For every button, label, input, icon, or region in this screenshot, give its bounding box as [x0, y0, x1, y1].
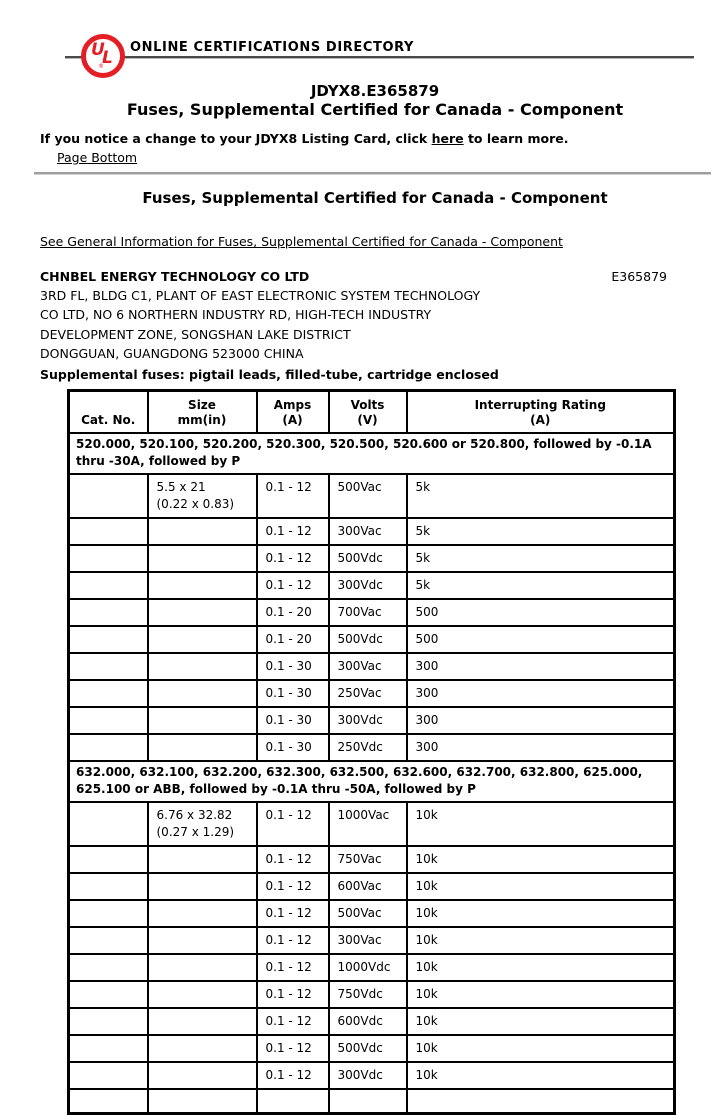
- cell-amps: 0.1 - 12: [257, 846, 329, 873]
- table-section-header-cell: 632.000, 632.100, 632.200, 632.300, 632.500, 632.600, 632.700, 632.800, 625.000, 625.100 or ABB, followed by -0.1A thru -50A, followed by P: [69, 761, 675, 802]
- cell-empty: [148, 1089, 257, 1114]
- table-row: [69, 1035, 675, 1062]
- cell-interrupting-rating: 5k: [407, 572, 675, 599]
- cell-cat-no: [69, 1008, 148, 1035]
- cell-size: [148, 1062, 257, 1089]
- ul-logo-letter-l: L: [102, 48, 113, 68]
- table-row: [69, 846, 675, 873]
- cell-cat-no: [69, 545, 148, 572]
- cell-amps: 0.1 - 12: [257, 802, 329, 846]
- cell-amps: 0.1 - 20: [257, 626, 329, 653]
- cell-amps: 0.1 - 20: [257, 599, 329, 626]
- company-address-line: DEVELOPMENT ZONE, SONGSHAN LAKE DISTRICT: [40, 326, 351, 342]
- category-heading: Fuses, Supplemental Certified for Canada - Component: [142, 189, 608, 207]
- table-header-row: [69, 391, 675, 433]
- cell-volts: 300Vac: [329, 653, 407, 680]
- cell-volts: 500Vac: [329, 474, 407, 518]
- company-name: CHNBEL ENERGY TECHNOLOGY CO LTD: [40, 269, 310, 284]
- column-header-line2: mm(in): [177, 412, 227, 427]
- cell-empty: [329, 1089, 407, 1114]
- table-row: [69, 734, 675, 761]
- cell-size: [148, 680, 257, 707]
- table-row: [69, 1008, 675, 1035]
- cell-interrupting-rating: 10k: [407, 927, 675, 954]
- cell-cat-no: [69, 1035, 148, 1062]
- table-row: [69, 572, 675, 599]
- table-row-partial: [69, 1089, 675, 1114]
- cell-interrupting-rating: 10k: [407, 1035, 675, 1062]
- cell-amps: 0.1 - 12: [257, 518, 329, 545]
- cell-interrupting-rating: 300: [407, 680, 675, 707]
- table-row: [69, 1062, 675, 1089]
- cell-volts: 500Vdc: [329, 1035, 407, 1062]
- table-row: [69, 873, 675, 900]
- cell-interrupting-rating: 10k: [407, 1062, 675, 1089]
- cell-volts: 750Vac: [329, 846, 407, 873]
- column-header-line1: Cat. No.: [81, 412, 136, 427]
- ratings-table: [67, 389, 676, 1115]
- cell-size: [148, 954, 257, 981]
- cell-size: [148, 802, 257, 846]
- column-header-interrupting-rating: [407, 391, 675, 433]
- cell-amps: 0.1 - 30: [257, 707, 329, 734]
- column-header-line1: Interrupting Rating: [474, 397, 606, 412]
- cell-cat-no: [69, 518, 148, 545]
- size-mm: 5.5 x 21: [156, 479, 206, 494]
- listing-category-title: Fuses, Supplemental Certified for Canada - Component: [126, 100, 624, 119]
- table-row: [69, 707, 675, 734]
- cell-amps: 0.1 - 12: [257, 981, 329, 1008]
- cell-size: [148, 653, 257, 680]
- cell-interrupting-rating: 10k: [407, 1008, 675, 1035]
- directory-brand-title: ONLINE CERTIFICATIONS DIRECTORY: [130, 40, 415, 55]
- cell-volts: 600Vac: [329, 873, 407, 900]
- cell-volts: 300Vac: [329, 518, 407, 545]
- cell-amps: 0.1 - 12: [257, 900, 329, 927]
- table-section-header-row: [69, 761, 675, 802]
- cell-amps: 0.1 - 12: [257, 1035, 329, 1062]
- column-header-line1: Amps: [273, 397, 312, 412]
- cell-size: [148, 734, 257, 761]
- cell-amps: 0.1 - 12: [257, 1008, 329, 1035]
- column-header-amps: [257, 391, 329, 433]
- cell-size: [148, 927, 257, 954]
- cell-cat-no: [69, 1062, 148, 1089]
- cell-volts: 250Vdc: [329, 734, 407, 761]
- cell-interrupting-rating: 10k: [407, 846, 675, 873]
- product-description: Supplemental fuses: pigtail leads, filled-tube, cartridge enclosed: [40, 367, 499, 383]
- cell-cat-no: [69, 474, 148, 518]
- site-header: [40, 0, 710, 80]
- cell-size: [148, 981, 257, 1008]
- cell-amps: 0.1 - 30: [257, 680, 329, 707]
- ratings-table-body: [69, 433, 675, 1114]
- cell-cat-no: [69, 981, 148, 1008]
- header-rule: [65, 56, 694, 59]
- column-header-line1: Size: [188, 397, 216, 412]
- cell-amps: 0.1 - 12: [257, 545, 329, 572]
- cell-amps: 0.1 - 12: [257, 873, 329, 900]
- table-row: [69, 653, 675, 680]
- cell-volts: 300Vdc: [329, 707, 407, 734]
- company-block: [40, 267, 667, 363]
- cell-size: [148, 474, 257, 518]
- cell-interrupting-rating: 5k: [407, 474, 675, 518]
- cell-size: [148, 545, 257, 572]
- cell-size: [148, 873, 257, 900]
- table-row: [69, 927, 675, 954]
- cell-amps: 0.1 - 12: [257, 572, 329, 599]
- cell-size: [148, 1008, 257, 1035]
- company-address-line: DONGGUAN, GUANGDONG 523000 CHINA: [40, 345, 304, 361]
- listing-title: [40, 82, 710, 120]
- registered-mark-icon: ®: [98, 63, 104, 70]
- table-section-header-row: [69, 433, 675, 474]
- cell-volts: 300Vdc: [329, 1062, 407, 1089]
- table-row: [69, 954, 675, 981]
- cell-interrupting-rating: 300: [407, 734, 675, 761]
- cell-cat-no: [69, 900, 148, 927]
- column-header-cat-no-: [69, 391, 148, 433]
- ul-logo-letter-u: U: [91, 40, 105, 60]
- cell-cat-no: [69, 653, 148, 680]
- cell-amps: 0.1 - 12: [257, 927, 329, 954]
- change-notice: [40, 130, 710, 147]
- column-header-line2: (V): [357, 412, 378, 427]
- table-row: [69, 599, 675, 626]
- cell-empty: [257, 1089, 329, 1114]
- column-header-size: [148, 391, 257, 433]
- cell-amps: 0.1 - 12: [257, 474, 329, 518]
- size-in: (0.27 x 1.29): [156, 824, 235, 839]
- ratings-table-head: [69, 391, 675, 433]
- size-in: (0.22 x 0.83): [156, 496, 235, 511]
- cell-empty: [69, 1089, 148, 1114]
- cell-interrupting-rating: 10k: [407, 873, 675, 900]
- table-row: [69, 900, 675, 927]
- cell-cat-no: [69, 846, 148, 873]
- table-section-header-cell: 520.000, 520.100, 520.200, 520.300, 520.500, 520.600 or 520.800, followed by -0.1A thru -30A, followed by P: [69, 433, 675, 474]
- cell-cat-no: [69, 599, 148, 626]
- cell-volts: 1000Vdc: [329, 954, 407, 981]
- cell-amps: 0.1 - 12: [257, 1062, 329, 1089]
- cell-cat-no: [69, 734, 148, 761]
- ratings-table-container: [67, 389, 681, 1082]
- cell-size: [148, 846, 257, 873]
- cell-volts: 500Vac: [329, 900, 407, 927]
- table-row: [69, 680, 675, 707]
- cell-cat-no: [69, 680, 148, 707]
- cell-volts: 300Vdc: [329, 572, 407, 599]
- table-row: [69, 981, 675, 1008]
- cell-size: [148, 572, 257, 599]
- cell-interrupting-rating: 5k: [407, 545, 675, 572]
- cell-amps: 0.1 - 30: [257, 734, 329, 761]
- file-number: E365879: [611, 269, 667, 284]
- cell-cat-no: [69, 873, 148, 900]
- notice-suffix: to learn more.: [463, 131, 569, 146]
- cell-amps: 0.1 - 12: [257, 954, 329, 981]
- cell-size: [148, 900, 257, 927]
- table-row: [69, 545, 675, 572]
- cell-interrupting-rating: 500: [407, 599, 675, 626]
- company-address: [40, 286, 667, 363]
- cell-empty: [407, 1089, 675, 1114]
- cell-amps: 0.1 - 30: [257, 653, 329, 680]
- table-row: [69, 802, 675, 846]
- cell-volts: 600Vdc: [329, 1008, 407, 1035]
- cell-size: [148, 1035, 257, 1062]
- cell-volts: 500Vdc: [329, 626, 407, 653]
- cell-size: [148, 518, 257, 545]
- cell-volts: 700Vac: [329, 599, 407, 626]
- cell-interrupting-rating: 500: [407, 626, 675, 653]
- cell-interrupting-rating: 10k: [407, 954, 675, 981]
- cell-cat-no: [69, 954, 148, 981]
- cell-interrupting-rating: 300: [407, 707, 675, 734]
- cell-interrupting-rating: 10k: [407, 900, 675, 927]
- table-row: [69, 474, 675, 518]
- company-address-line: 3RD FL, BLDG C1, PLANT OF EAST ELECTRONIC SYSTEM TECHNOLOGY: [40, 288, 481, 304]
- cell-interrupting-rating: 10k: [407, 981, 675, 1008]
- column-header-line2: (A): [282, 412, 303, 427]
- column-header-volts: [329, 391, 407, 433]
- page-bottom-link[interactable]: Page Bottom: [57, 150, 138, 165]
- cell-size: [148, 707, 257, 734]
- listing-file-number-title: JDYX8.E365879: [310, 82, 440, 100]
- ul-logo-icon: [81, 34, 125, 78]
- cell-interrupting-rating: 5k: [407, 518, 675, 545]
- cell-volts: 1000Vac: [329, 802, 407, 846]
- cell-volts: 250Vac: [329, 680, 407, 707]
- cell-cat-no: [69, 626, 148, 653]
- column-header-line1: Volts: [350, 397, 385, 412]
- cell-cat-no: [69, 802, 148, 846]
- cell-volts: 500Vdc: [329, 545, 407, 572]
- cell-cat-no: [69, 927, 148, 954]
- notice-here-link[interactable]: here: [431, 131, 464, 146]
- cell-size: [148, 626, 257, 653]
- cell-cat-no: [69, 572, 148, 599]
- size-mm: 6.76 x 32.82: [156, 807, 233, 822]
- notice-prefix: If you notice a change to your JDYX8 Listing Card, click: [40, 131, 432, 146]
- cell-size: [148, 599, 257, 626]
- cell-volts: 300Vac: [329, 927, 407, 954]
- cell-volts: 750Vdc: [329, 981, 407, 1008]
- general-information-link[interactable]: See General Information for Fuses, Supplemental Certified for Canada - Component: [40, 234, 563, 249]
- table-row: [69, 626, 675, 653]
- column-header-line2: (A): [530, 412, 551, 427]
- divider-rule: [34, 172, 711, 175]
- table-row: [69, 518, 675, 545]
- company-address-line: CO LTD, NO 6 NORTHERN INDUSTRY RD, HIGH-TECH INDUSTRY: [40, 307, 432, 323]
- cell-interrupting-rating: 10k: [407, 802, 675, 846]
- cell-cat-no: [69, 707, 148, 734]
- cell-interrupting-rating: 300: [407, 653, 675, 680]
